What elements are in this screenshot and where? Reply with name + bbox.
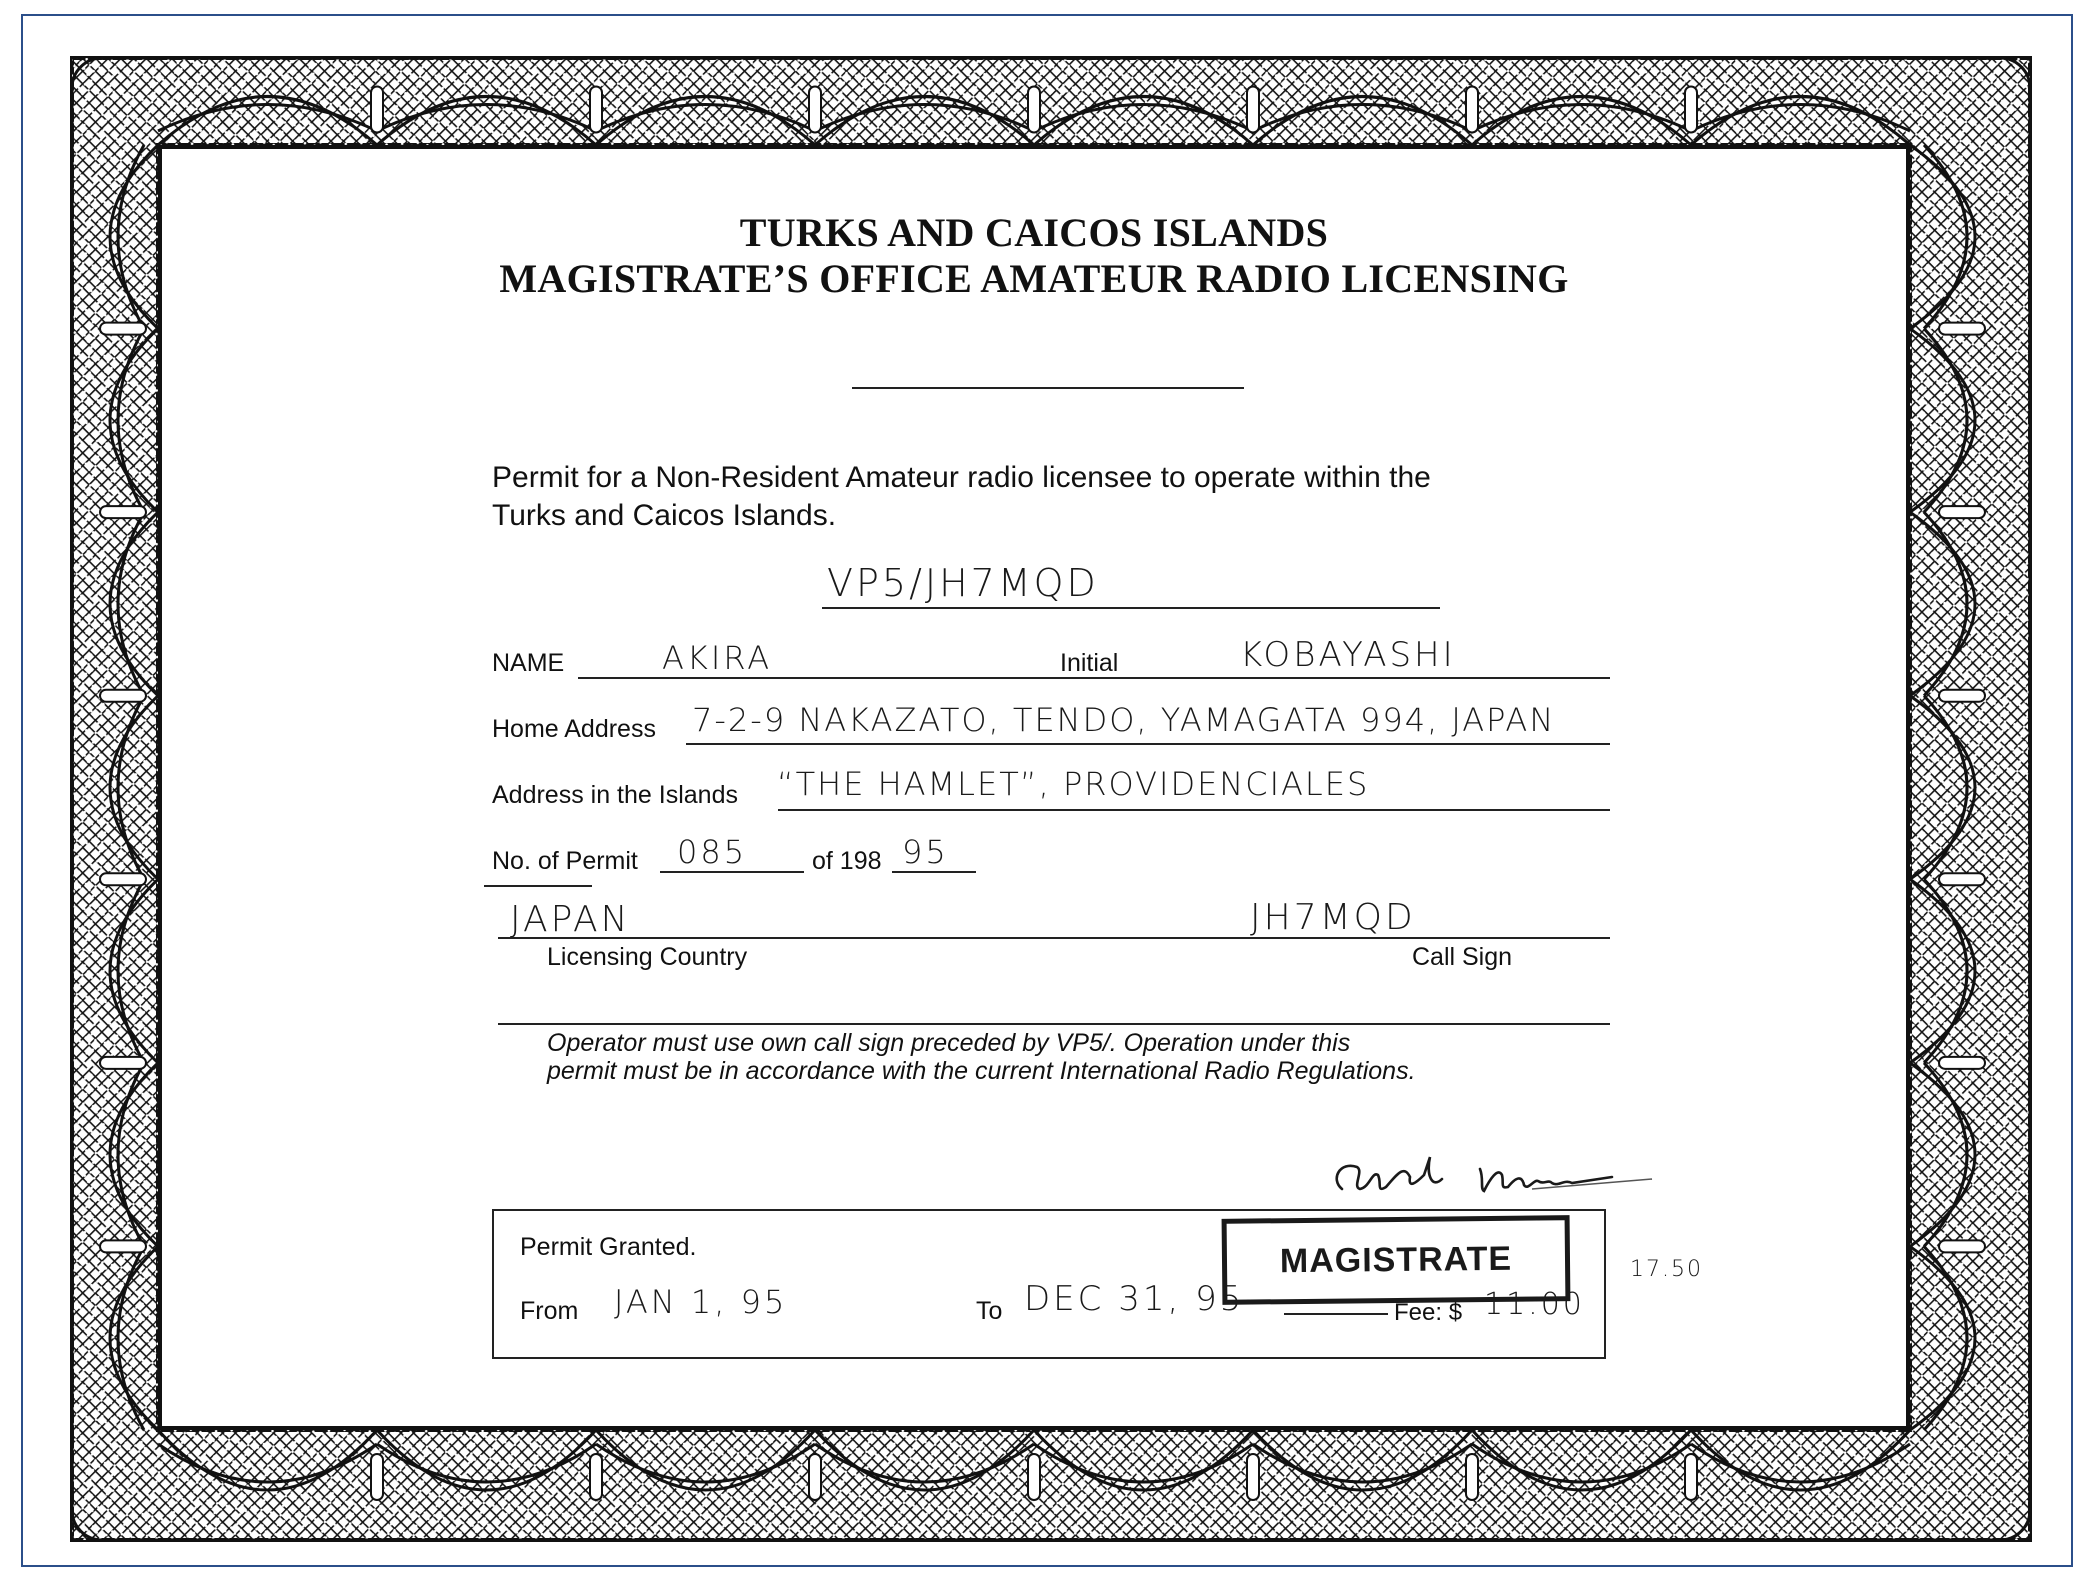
permit-intro [492,459,1612,535]
fee-label: Fee: $ [1394,1299,1463,1326]
island-address-value: “THE HAMLET”, PROVIDENCIALES [777,765,1370,803]
certificate-title-line-2: MAGISTRATE’S OFFICE AMATEUR RADIO LICENSING [499,256,1569,301]
issued-call-sign-line [822,607,1440,609]
call-sign-value: JH7MQD [1250,897,1416,938]
initial-value: KOBAYASHI [1240,635,1456,675]
notice-line-1: Operator must use own call sign preceded by VP5/. Operation under this [547,1029,1351,1057]
name-value: AKIRA [662,639,773,677]
intro-line-2: Turks and Caicos Islands. [492,499,837,532]
fee-value: 11.00 [1484,1287,1585,1322]
from-date-value: JAN 1, 95 [614,1283,788,1321]
to-date-strike [1284,1313,1388,1315]
permit-number-value: 085 [677,833,748,871]
notice-divider [498,1023,1610,1025]
permit-number-line [660,871,804,873]
name-label: NAME [492,649,565,677]
certificate-title-line-1: TURKS AND CAICOS ISLANDS [739,210,1329,255]
call-sign-label: Call Sign [1412,943,1513,971]
initial-label: Initial [1060,649,1119,677]
intro-line-1: Permit for a Non-Resident Amateur radio licensee to operate within the [492,461,1431,494]
permit-year-label: of 198 [812,847,882,875]
permit-year-value: 95 [902,833,949,871]
permit-number-underline-mark [484,885,592,887]
initial-line [1136,677,1610,679]
licensing-country-label: Licensing Country [547,943,748,971]
margin-note: 17.50 [1630,1257,1703,1282]
to-date-value: DEC 31, 95 [1024,1279,1245,1319]
home-address-label: Home Address [492,715,656,743]
certificate-body [158,145,1910,1430]
home-address-value: 7-2-9 NAKAZATO, TENDO, YAMAGATA 994, JAPAN [692,701,1556,739]
island-address-line [778,809,1610,811]
title-divider [852,387,1244,389]
operating-notice [547,1029,1416,1085]
permit-number-label: No. of Permit [492,847,638,875]
country-call-sign-line [498,937,1610,939]
home-address-line [686,743,1610,745]
to-label: To [976,1297,1003,1325]
permit-granted-label: Permit Granted. [520,1233,697,1261]
island-address-label: Address in the Islands [492,781,738,809]
magistrate-stamp: MAGISTRATE [1222,1215,1571,1305]
magistrate-signature [1312,1149,1672,1209]
licensing-country-value: JAPAN [510,899,631,940]
notice-line-2: permit must be in accordance with the current International Radio Regulations. [547,1057,1416,1085]
permit-year-line [892,871,976,873]
issued-call-sign: VP5/JH7MQD [827,561,1099,605]
from-label: From [520,1297,579,1325]
